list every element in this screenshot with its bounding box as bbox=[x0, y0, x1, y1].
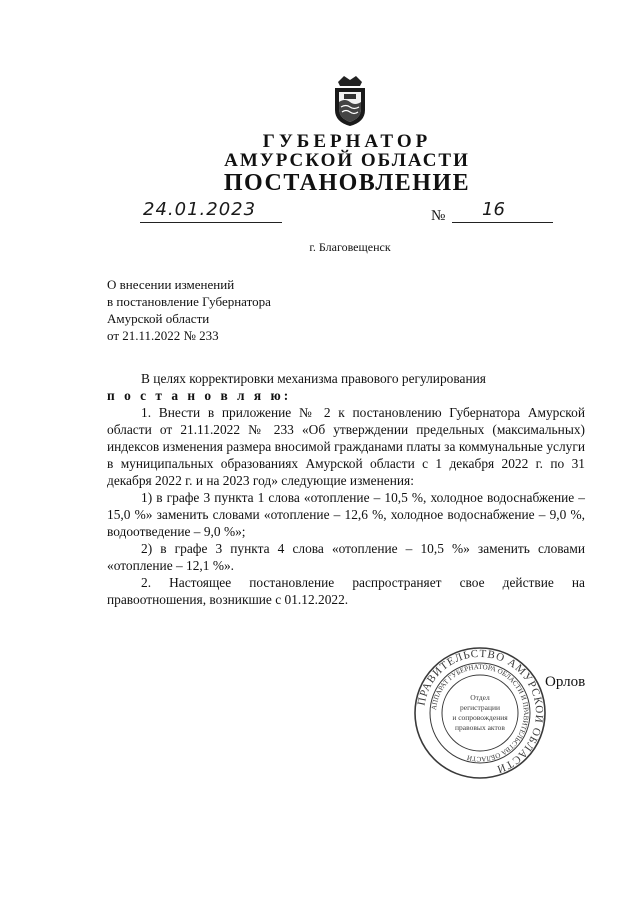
seal-center-line: Отдел bbox=[470, 693, 490, 702]
seal-outer-text: ПРАВИТЕЛЬСТВО АМУРСКОЙ ОБЛАСТИ bbox=[415, 647, 546, 776]
seal-center-line: правовых актов bbox=[455, 723, 505, 732]
region-title: АМУРСКОЙ ОБЛАСТИ bbox=[224, 150, 470, 171]
date-underline bbox=[140, 222, 282, 223]
subject-line: О внесении изменений bbox=[107, 277, 235, 292]
seal-center-line: и сопровождения bbox=[452, 713, 508, 722]
document-subject bbox=[107, 276, 271, 344]
seal-center-line: регистрации bbox=[460, 703, 500, 712]
subject-line: в постановление Губернатора bbox=[107, 294, 271, 309]
document-body bbox=[107, 370, 585, 608]
item-1-1-paragraph: 1) в графе 3 пункта 1 слова «отопление – 10,5 %, холодное водоснабжение – 15,0 %» заменить словами «отопление – 12,6 %, холодное водоснабжение – 9,0 %, водоотведение – 9,0 %»; bbox=[107, 490, 585, 539]
document-date: 24.01.2023 bbox=[143, 199, 257, 220]
item-1-paragraph: 1. Внести в приложение № 2 к постановлению Губернатора Амурской области от 21.11.2022 № 233 «Об утверждении предельных (максимальных) индексов изменения размера вносимой гражданами платы за коммунальные услуги в муниципальных образованиях Амурской области с 1 декабря 2022 г. по 31 декабря 2022 г. и на 2023 год» следующие изменения: bbox=[107, 405, 585, 488]
subject-line: Амурской области bbox=[107, 311, 210, 326]
subject-line: от 21.11.2022 № 233 bbox=[107, 328, 219, 343]
intro-paragraph: В целях корректировки механизма правового регулирования bbox=[141, 371, 486, 386]
document-number: 16 bbox=[482, 199, 505, 220]
decree-word: п о с т а н о в л я ю: bbox=[107, 388, 292, 403]
document-type-title: ПОСТАНОВЛЕНИЕ bbox=[223, 170, 471, 196]
item-1-2-paragraph: 2) в графе 3 пункта 4 слова «отопление – 10,5 %» заменить словами «отопление – 12,1 %». bbox=[107, 541, 585, 573]
number-label: № bbox=[431, 208, 446, 224]
city-label: г. Благовещенск bbox=[309, 240, 391, 254]
number-underline bbox=[452, 222, 553, 223]
coat-of-arms-icon bbox=[330, 72, 370, 128]
signer-name: Орлов bbox=[545, 674, 586, 690]
governor-title: ГУБЕРНАТОР bbox=[262, 131, 432, 152]
registration-stamp bbox=[413, 646, 547, 780]
item-2-paragraph: 2. Настоящее постановление распространяет свое действие на правоотношения, возникшие с 01.12.2022. bbox=[107, 575, 585, 607]
seal-middle-text: АППАРАТ ГУБЕРНАТОРА ОБЛАСТИ И ПРАВИТЕЛЬСТВА ОБЛАСТИ bbox=[430, 662, 531, 764]
